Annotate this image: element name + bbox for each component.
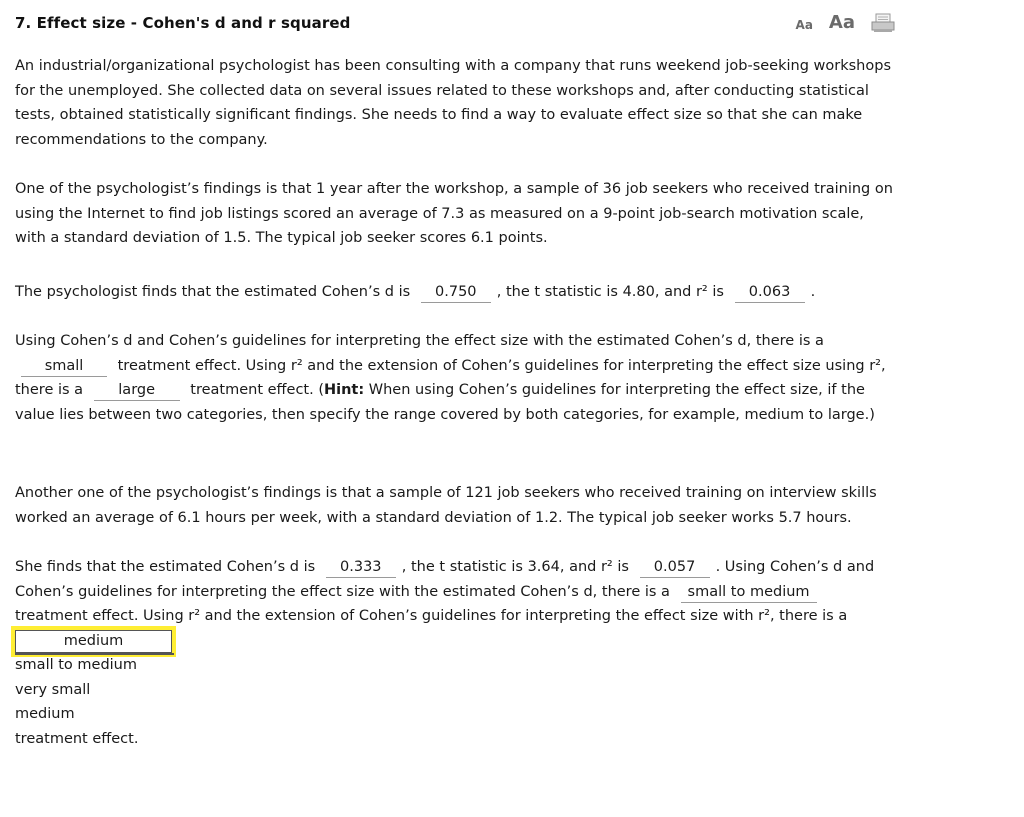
- question-header: [15, 12, 895, 38]
- stats2-text-1: She finds that the estimated Cohen’s d is: [15, 559, 316, 575]
- dropdown-option-small-to-medium[interactable]: small to medium: [15, 657, 137, 673]
- question-body: [15, 54, 895, 751]
- interp-text-2: treatment effect. Using r² and the extension of Cohen’s guidelines for interpreting the effect size using r², there is a: [15, 357, 886, 398]
- stats2-text-4: treatment effect. Using r² and the extension of Cohen’s guidelines for interpreting the effect size with r², there is a: [15, 608, 848, 624]
- interp-text-1: Using Cohen’s d and Cohen’s guidelines for interpreting the effect size with the estimated Cohen’s d, there is a: [15, 333, 824, 349]
- effect-r2-select[interactable]: medium: [15, 630, 172, 653]
- finding-1-paragraph: One of the psychologist’s findings is that 1 year after the workshop, a sample of 36 job seekers who received training on using the Internet to find job listings scored an average of 7.3 as measured on a 9-point job-search motivation scale, with a standard deviation of 1.5. The typical job seeker scores 6.1 points.: [15, 181, 893, 246]
- stats-text-2: , the t statistic is 4.80, and r² is: [496, 283, 724, 300]
- interp-text-3: treatment effect. (: [190, 382, 324, 398]
- finding-2-stats: [15, 555, 895, 653]
- intro-paragraph: An industrial/organizational psychologist has been consulting with a company that runs weekend job-seeking workshops for the unemployed. She collected data on several issues related to these workshops and, after conducting statistical tests, obtained statistically significant findings. She needs to find a way to evaluate effect size so that she can make recommendations to the company.: [15, 58, 891, 148]
- dropdown-option-medium[interactable]: medium: [15, 706, 75, 722]
- stats2-text-5: treatment effect.: [15, 730, 139, 747]
- stats2-text-2: , the t statistic is 3.64, and r² is: [401, 559, 629, 575]
- dropdown-option-very-small[interactable]: very small: [15, 681, 91, 698]
- cohens-d-answer-1[interactable]: 0.750: [421, 282, 491, 303]
- effect-r2-select-wrapper: [15, 629, 172, 654]
- effect-r2-answer-1[interactable]: large: [94, 380, 180, 401]
- hint-text: When using Cohen’s guidelines for interpreting the effect size, if the value lies between two categories, then specify the range covered by both categories, for example, medium to large.): [15, 382, 875, 423]
- stats-text-1: The psychologist finds that the estimated Cohen’s d is: [15, 283, 411, 300]
- effect-d-answer-1[interactable]: small: [21, 356, 107, 377]
- effect-r2-dropdown: [15, 653, 174, 655]
- stats2-text-3: . Using Cohen’s d and Cohen’s guidelines for interpreting the effect size with the estimated Cohen’s d, there is a: [15, 559, 875, 600]
- finding-2-paragraph: Another one of the psychologist’s findings is that a sample of 121 job seekers who received training on interview skills worked an average of 6.1 hours per week, with a standard deviation of 1.2. The typical job seeker works 5.7 hours.: [15, 485, 877, 526]
- cohens-d-answer-2[interactable]: 0.333: [326, 557, 396, 578]
- increase-font-button[interactable]: Aa: [828, 12, 855, 33]
- hint-label: Hint:: [323, 382, 365, 398]
- finding-1-interpretation: [15, 329, 895, 427]
- printer-icon[interactable]: [871, 13, 895, 33]
- r2-answer-2[interactable]: 0.057: [640, 557, 710, 578]
- toolbar: [796, 12, 895, 33]
- question-title: 7. Effect size - Cohen's d and r squared: [15, 14, 351, 32]
- effect-d-answer-2[interactable]: small to medium: [681, 582, 817, 603]
- r2-answer-1[interactable]: 0.063: [735, 282, 805, 303]
- decrease-font-button[interactable]: Aa: [795, 17, 813, 32]
- finding-1-stats: [15, 280, 895, 305]
- stats-text-3: .: [810, 283, 816, 300]
